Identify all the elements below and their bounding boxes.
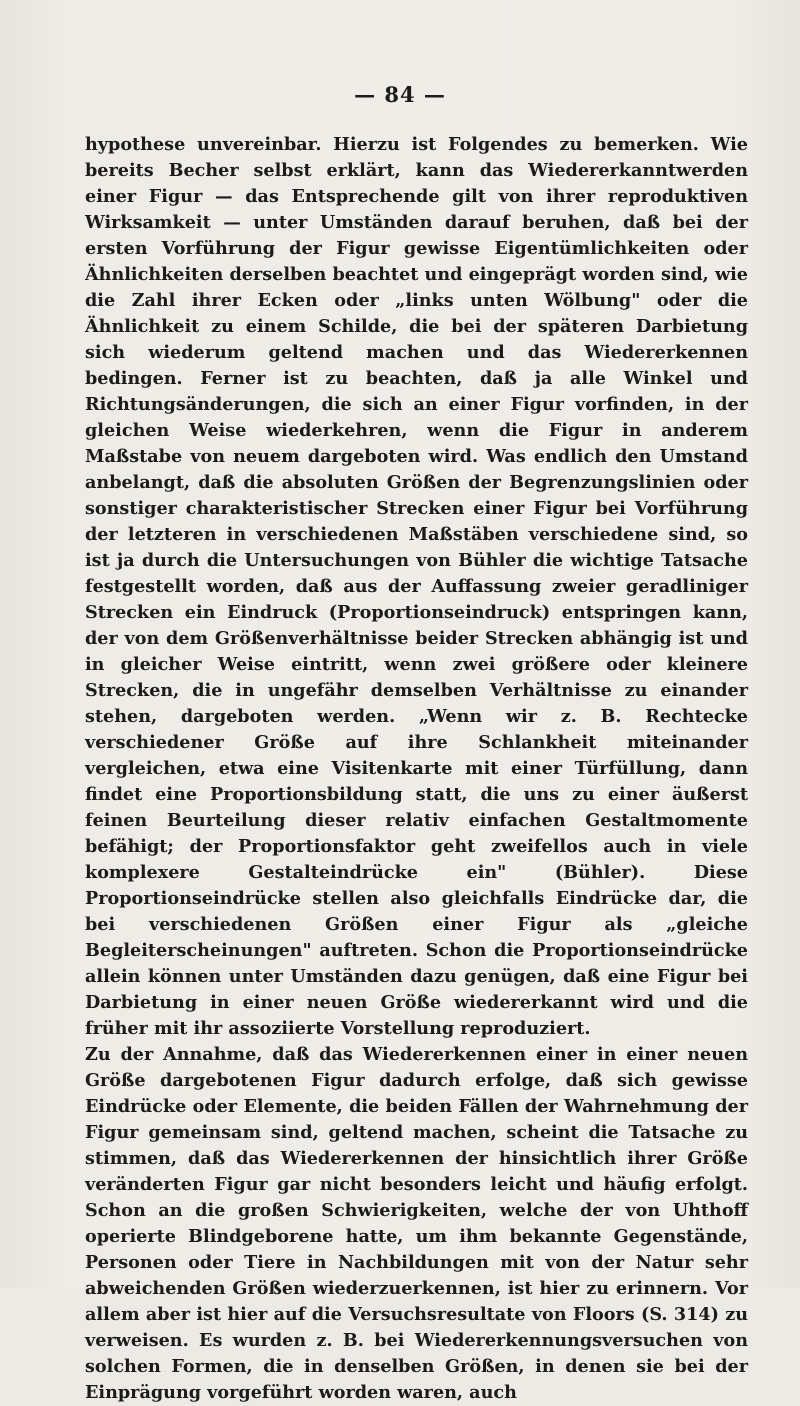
paragraph-1: hypothese unvereinbar. Hierzu ist Folgendes zu bemerken. Wie bereits Becher selbst erklärt, kann das Wiedererkanntwerden einer Figur — das Entsprechende gilt von ihrer reproduktiven Wirksamkeit — unter Umständen darauf beruhen, daß bei der ersten Vorführung der Figur gewisse Eigentümlichkeiten oder Ähnlichkeiten derselben beachtet und eingeprägt worden sind, wie die Zahl ihrer Ecken oder „links unten Wölbung" oder die Ähnlichkeit zu einem Schilde, die bei der späteren Darbietung sich wiederum geltend machen und das Wiedererkennen bedingen. Ferner ist zu beachten, daß ja alle Winkel und Richtungsänderungen, die sich an einer Figur vorfinden, in der gleichen Weise wiederkehren, wenn die Figur in anderem Maßstabe von neuem dargeboten wird. Was endlich den Umstand anbelangt, daß die absoluten Größen der Begrenzungslinien oder sonstiger charakteristischer Strecken einer Figur bei Vorführung der letzteren in verschiedenen Maßstäben verschiedene sind, so ist ja durch die Untersuchungen von Bühler die wichtige Tatsache festgestellt worden, daß aus der Auffassung zweier geradliniger Strecken ein Eindruck (Proportionseindruck) entspringen kann, der von dem Größenverhältnisse beider Strecken abhängig ist und in gleicher Weise eintritt, wenn zwei größere oder kleinere Strecken, die in ungefähr demselben Verhältnisse zu einander stehen, dargeboten werden. „Wenn wir z. B. Rechtecke verschiedener Größe auf ihre Schlankheit miteinander vergleichen, etwa eine Visitenkarte mit einer Türfüllung, dann findet eine Proportionsbildung statt, die uns zu einer äußerst feinen Beurteilung dieser relativ einfachen Gestaltmomente befähigt; der Proportionsfaktor geht zweifellos auch in viele komplexere Gestalteindrücke ein" (Bühler). Diese Proportionseindrücke stellen also gleichfalls Eindrücke dar, die bei verschiedenen Größen einer Figur als „gleiche Begleiterscheinungen" auftreten. Schon die Proportionseindrücke allein können unter Umständen dazu genügen, daß eine Figur bei Darbietung in einer neuen Größe wiedererkannt wird und die früher mit ihr assoziierte Vorstellung reproduziert.: [85, 134, 748, 1039]
paragraph-2: Zu der Annahme, daß das Wiedererkennen einer in einer neuen Größe dargebotenen Figur dadurch erfolge, daß sich gewisse Eindrücke oder Elemente, die beiden Fällen der Wahrnehmung der Figur gemeinsam sind, geltend machen, scheint die Tatsache zu stimmen, daß das Wiedererkennen der hinsichtlich ihrer Größe veränderten Figur gar nicht besonders leicht und häufig erfolgt. Schon an die großen Schwierigkeiten, welche der von Uhthoff operierte Blindgeborene hatte, um ihm bekannte Gegenstände, Personen oder Tiere in Nachbildungen mit von der Natur sehr abweichenden Größen wiederzuerkennen, ist hier zu erinnern. Vor allem aber ist hier auf die Versuchsresultate von Floors (S. 314) zu verweisen. Es wurden z. B. bei Wiedererkennungsversuchen von solchen Formen, die in denselben Größen, in denen sie bei der Einprägung vorgeführt worden waren, auch: [85, 1044, 748, 1403]
body-text: [85, 132, 748, 1406]
page-number: — 84 —: [354, 82, 446, 107]
